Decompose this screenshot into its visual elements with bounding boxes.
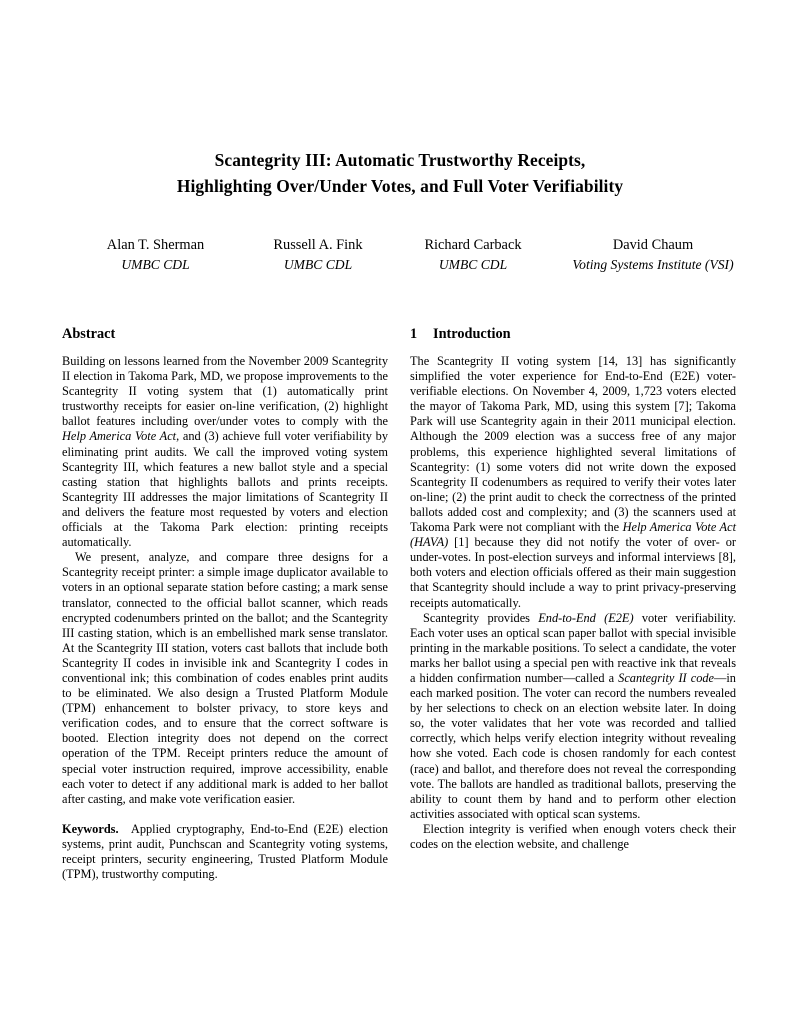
intro-p2-text-2: voter verifiability. Each voter uses an optical scan paper ballot with special invisible printing in the markable positions. To select a candidate, the voter marks her ballot using a special pen with reactive ink that reveals a hidden confirmation number—called a xyxy=(410,610,737,685)
author-list xyxy=(62,236,738,274)
abstract-heading: Abstract xyxy=(62,326,116,342)
intro-p2-italic-2: Scantegrity II code xyxy=(618,670,715,685)
intro-p2-text-1: Scantegrity provides xyxy=(423,610,539,625)
introduction-heading xyxy=(410,326,736,343)
author-entry xyxy=(553,236,753,274)
abstract-p1-text-2: , and (3) achieve full voter verifiability by eliminating print audits. We call the improved voting system Scantegrity III, which features a new ballot style and a special casting station that highlights ballots and prints receipts. Scantegrity III addresses the major limitations of Scantegrity II and delivers the feature most requested by voters and election officials at the Takoma Park election: printing receipts automatically. xyxy=(62,429,388,550)
abstract-paragraph-2: We present, analyze, and compare three designs for a Scantegrity receipt printer: a simple image duplicator available to voters in an optional separate station before casting; a mark sense translator, connected to the official ballot scanner, which reads encrypted codenumbers printed on the ballot; and the Scantegrity III casting station, which is an embellished mark sense translator. At the Scantegrity III station, voters cast ballots that include both Scantegrity II codes in invisible ink and Scantegrity I codes in conventional ink; this combination of codes enables print audits to be eliminated. We also design a Trusted Platform Module (TPM) enhancement to bolster privacy, to store keys and verification codes, and to ensure that the correct software is booted. Election integrity does not depend on the correct operation of the TPM. Receipt printers reduce the amount of special voter instruction required, improve accessibility, enable each voter to detect if any additional mark is added to her ballot after casting, and make vote verification easier. xyxy=(62,550,388,806)
author-entry xyxy=(393,236,553,274)
intro-p1-text-2: [1] because they did not notify the voter of over- or under-votes. In post-election surveys and informal interviews [8], both voters and election officials offered as their main suggestion that Scantegrity should include a way to print privacy-preserving receipts automatically. xyxy=(410,535,736,610)
author-name: David Chaum xyxy=(612,237,694,253)
paper-title-line-1: Scantegrity III: Automatic Trustworthy Receipts, xyxy=(214,150,586,170)
keywords-label: Keywords. xyxy=(62,821,119,836)
right-column xyxy=(410,326,736,852)
keywords-text: Applied cryptography, End-to-End (E2E) election systems, print audit, Punchscan and Scantegrity voting systems, receipt printers, security engineering, Trusted Platform Module (TPM), trustworthy computing. xyxy=(62,821,388,882)
intro-p1-text-1: The Scantegrity II voting system [14, 13] has significantly simplified the voter experience for End-to-End (E2E) voter-verifiable elections. On November 4, 2009, 1,723 voters elected the mayor of Takoma Park, MD, using this system [7]; Takoma Park will use Scantegrity again in their 2011 municipal election. Although the 2009 election was a success free of any major problems, this experience highlighted several limitations of Scantegrity: (1) some voters did not write down the exposed Scantegrity II codenumbers as required to verify their votes later on-line; (2) the print audit to check the correctness of the printed ballots added cost and complexity; and (3) the scanners used at Takoma Park were not compliant with the xyxy=(410,354,736,535)
author-name: Richard Carback xyxy=(424,237,522,253)
author-name: Russell A. Fink xyxy=(273,237,363,253)
abstract-p1-text-1: Building on lessons learned from the November 2009 Scantegrity II election in Takoma Park, MD, we propose improvements to the Scantegrity II voting system that (1) automatically print trustworthy receipts for easier on-line verification, (2) highlight ballot features including over/under votes to comply with the xyxy=(62,354,388,429)
introduction-paragraph-3: Election integrity is verified when enough voters check their codes on the election website, and challenge xyxy=(410,821,736,851)
intro-p2-text-3: —in each marked position. The voter can record the numbers revealed by her selections to check on an election website later. In doing so, the voter validates that her vote was recorded and tallied correctly, which helps verify election integrity without revealing how she voted. Each code is chosen randomly for each contest (race) and ballot, and therefore does not reveal the corresponding vote. The ballots are handled as traditional ballots, preserving the ability to count them by hand and to perform other election activities associated with optical scan systems. xyxy=(410,670,736,821)
author-entry xyxy=(68,236,243,274)
intro-p1-italic-1: Help America Vote Act (HAVA) xyxy=(410,520,737,550)
author-affiliation: UMBC CDL xyxy=(438,257,508,272)
introduction-paragraph-2 xyxy=(410,611,736,822)
abstract-p1-italic-1: Help America Vote Act xyxy=(62,429,177,444)
left-column xyxy=(62,326,388,882)
author-affiliation: UMBC CDL xyxy=(121,257,190,272)
author-name: Alan T. Sherman xyxy=(106,237,205,253)
section-number: 1 xyxy=(410,326,418,342)
abstract-paragraph-1 xyxy=(62,354,388,550)
introduction-paragraph-1 xyxy=(410,354,736,611)
author-entry xyxy=(243,236,393,274)
title-block xyxy=(62,148,738,199)
keywords-block xyxy=(62,822,388,882)
author-affiliation: Voting Systems Institute (VSI) xyxy=(572,257,734,272)
section-title: Introduction xyxy=(433,326,511,342)
intro-p2-italic-1: End-to-End (E2E) xyxy=(538,610,634,625)
page-title xyxy=(62,148,738,199)
paper-title-line-2: Highlighting Over/Under Votes, and Full Voter Verifiability xyxy=(176,175,624,196)
author-affiliation: UMBC CDL xyxy=(283,257,353,272)
